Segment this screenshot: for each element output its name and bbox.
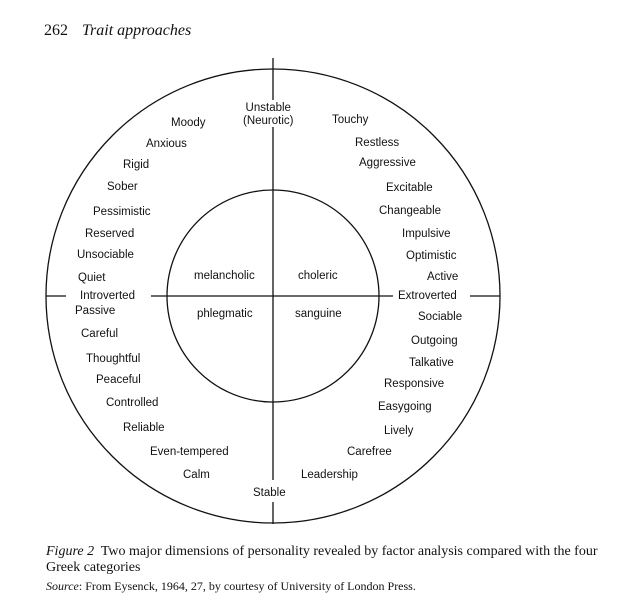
axis-label-left: Introverted <box>80 290 135 302</box>
trait-label: Impulsive <box>402 228 451 240</box>
trait-label: Careful <box>81 328 119 340</box>
trait-label: Peaceful <box>96 374 141 386</box>
trait-label: Sociable <box>418 311 463 323</box>
trait-label: Restless <box>355 137 400 149</box>
trait-label: Carefree <box>347 446 392 458</box>
running-title: Trait approaches <box>82 22 192 39</box>
figure-caption <box>46 544 606 576</box>
trait-label: Responsive <box>384 378 445 390</box>
axis-label-right: Extroverted <box>398 290 457 302</box>
axis-label-bottom: Stable <box>253 487 286 499</box>
temperament-sanguine: sanguine <box>295 308 342 320</box>
trait-label: Active <box>427 271 459 283</box>
trait-label: Outgoing <box>411 335 458 347</box>
trait-label: Rigid <box>123 159 150 171</box>
axis-top-text: Unstable <box>245 102 291 114</box>
trait-label: Even-tempered <box>150 446 229 458</box>
trait-label: Optimistic <box>406 250 457 262</box>
trait-label: Aggressive <box>359 157 416 169</box>
trait-label: Leadership <box>301 469 358 481</box>
trait-label: Pessimistic <box>93 206 151 218</box>
trait-label: Reserved <box>85 228 135 240</box>
trait-label: Reliable <box>123 422 165 434</box>
temperament-phlegmatic: phlegmatic <box>197 308 253 320</box>
trait-label: Controlled <box>106 397 159 409</box>
trait-label: Lively <box>384 425 414 437</box>
trait-label: Easygoing <box>378 401 432 413</box>
trait-label: Quiet <box>78 272 106 284</box>
trait-label: Changeable <box>379 205 442 217</box>
axis-label-top <box>243 102 293 128</box>
trait-label: Touchy <box>332 114 369 126</box>
trait-label: Calm <box>183 469 210 481</box>
trait-label: Excitable <box>386 182 433 194</box>
caption-text: Two major dimensions of personality revealed by factor analysis compared with the four Greek categories <box>46 544 598 575</box>
trait-label: Talkative <box>409 357 454 369</box>
source-label: Source <box>46 579 79 593</box>
trait-label: Moody <box>171 117 206 129</box>
temperament-choleric: choleric <box>298 270 338 282</box>
trait-label: Passive <box>75 305 116 317</box>
trait-label: Anxious <box>146 138 187 150</box>
figure-source <box>46 579 416 594</box>
temperament-melancholic: melancholic <box>194 270 255 282</box>
axis-top-subtext: (Neurotic) <box>243 115 294 127</box>
page-number: 262 <box>44 22 68 39</box>
trait-label: Thoughtful <box>86 353 141 365</box>
figure-label: Figure 2 <box>46 544 95 559</box>
source-text: : From Eysenck, 1964, 27, by courtesy of University of London Press. <box>78 579 416 593</box>
trait-label: Unsociable <box>77 249 134 261</box>
trait-label: Sober <box>107 181 138 193</box>
